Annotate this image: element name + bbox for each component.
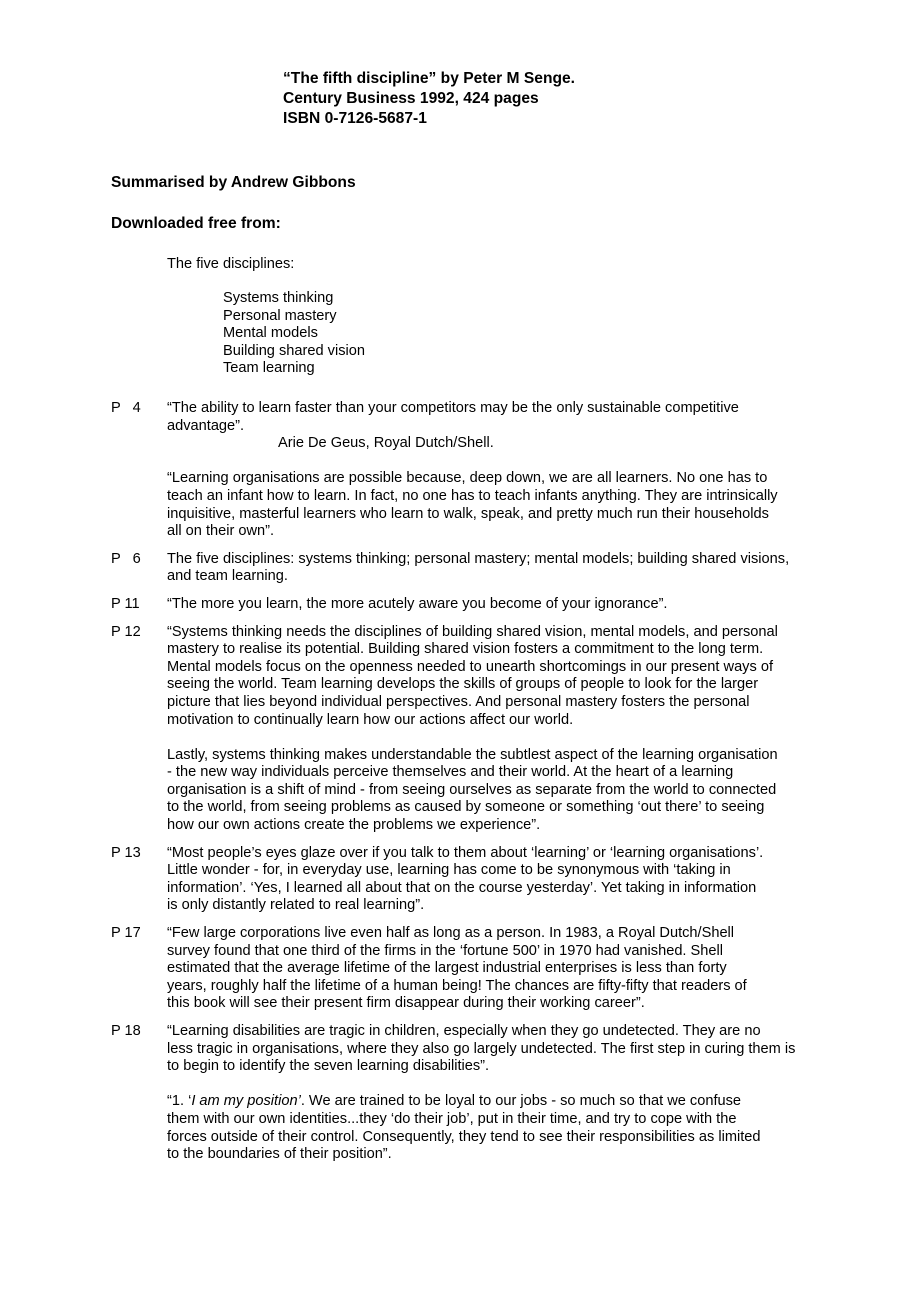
quote-paragraph — [167, 1023, 841, 1076]
quote-paragraph — [167, 925, 841, 1013]
quote-paragraph — [167, 845, 841, 915]
text-line: to the world, from seeing problems as caused by someone or something ‘out there’ to seeing — [167, 799, 765, 816]
text-line: motivation to continually learn how our actions affect our world. — [167, 711, 574, 728]
discipline-item: Systems thinking — [223, 290, 334, 306]
text-line: inquisitive, masterful learners who learn to walk, speak, and pretty much run their households — [167, 505, 769, 522]
page-reference: P 4 — [111, 400, 141, 416]
text-line: information’. ‘Yes, I learned all about that on the course yesterday’. Yet taking in information — [167, 879, 757, 896]
note-body — [167, 925, 841, 1013]
text-fragment: “1. ‘ — [167, 1093, 192, 1110]
text-line: “The more you learn, the more acutely aware you become of your ignorance”. — [167, 595, 668, 612]
text-line: seeing the world. Team learning develops the skills of groups of people to look for the larger — [167, 676, 759, 693]
text-line — [167, 1093, 841, 1111]
text-line: to begin to identify the seven learning disabilities”. — [167, 1058, 490, 1075]
book-title: “The fifth discipline” by Peter M Senge. — [283, 70, 575, 87]
note-body — [167, 624, 841, 835]
book-header — [283, 69, 575, 129]
text-line: mastery to realise its potential. Building shared vision fosters a commitment to the long term. — [167, 641, 764, 658]
page-reference: P 17 — [111, 925, 141, 942]
quote-paragraph — [167, 624, 841, 730]
disciplines-intro: The five disciplines: — [167, 256, 295, 272]
note-entry — [111, 596, 841, 614]
text-line: “Learning organisations are possible because, deep down, we are all learners. No one has to — [167, 470, 768, 487]
quote-paragraph — [167, 747, 841, 835]
text-line: is only distantly related to real learning”. — [167, 897, 425, 914]
text-line: Mental models focus on the openness needed to unearth shortcomings in our present ways of — [167, 658, 774, 675]
text-line: and team learning. — [167, 568, 288, 585]
italic-phrase: I am my position’ — [191, 1093, 301, 1110]
note-entry — [111, 400, 841, 541]
note-body — [167, 845, 841, 915]
note-entry — [111, 1023, 841, 1164]
text-line: how our own actions create the problems we experience”. — [167, 817, 541, 834]
note-entry — [111, 845, 841, 915]
text-line: all on their own”. — [167, 523, 275, 540]
note-paragraph — [167, 551, 841, 586]
note-body — [167, 1023, 841, 1164]
discipline-item: Building shared vision — [223, 342, 365, 359]
page-reference: P 6 — [111, 550, 141, 567]
text-line: forces outside of their control. Consequently, they tend to see their responsibilities as limited — [167, 1128, 761, 1145]
disciplines-list — [223, 290, 365, 378]
page-reference: P 11 — [111, 595, 140, 612]
discipline-item: Team learning — [223, 360, 315, 377]
isbn-line: ISBN 0-7126-5687-1 — [283, 110, 427, 127]
publisher-line: Century Business 1992, 424 pages — [283, 90, 539, 107]
text-line: them with our own identities...they ‘do their job’, put in their time, and try to cope with the — [167, 1110, 737, 1127]
text-line: Lastly, systems thinking makes understandable the subtlest aspect of the learning organisation — [167, 746, 778, 763]
summarised-by: Summarised by Andrew Gibbons — [111, 174, 356, 191]
quote-paragraph — [167, 470, 841, 540]
page-notes — [111, 400, 841, 1174]
downloaded-from: Downloaded free from: — [111, 215, 281, 232]
discipline-item: Mental models — [223, 325, 318, 342]
text-line: advantage”. — [167, 417, 245, 434]
page-reference: P 13 — [111, 844, 141, 861]
text-line: survey found that one third of the firms in the ‘fortune 500’ in 1970 had vanished. Shell — [167, 942, 723, 959]
text-line: - the new way individuals perceive themselves and their world. At the heart of a learning — [167, 764, 734, 781]
text-line: “Most people’s eyes glaze over if you talk to them about ‘learning’ or ‘learning organisations’. — [167, 844, 764, 861]
text-line: “Few large corporations live even half as long as a person. In 1983, a Royal Dutch/Shell — [167, 925, 735, 942]
text-fragment: . We are trained to be loyal to our jobs - so much so that we confuse — [300, 1093, 742, 1110]
page-reference: P 18 — [111, 1023, 141, 1039]
quote-paragraph — [167, 400, 841, 453]
text-line: this book will see their present firm disappear during their working career”. — [167, 995, 645, 1012]
text-line: years, roughly half the lifetime of a human being! The chances are fifty-fifty that readers of — [167, 977, 747, 994]
text-line: estimated that the average lifetime of the largest industrial enterprises is less than forty — [167, 960, 727, 977]
note-body — [167, 551, 841, 586]
text-line: “Learning disabilities are tragic in children, especially when they go undetected. They are no — [167, 1023, 761, 1039]
quote-attribution: Arie De Geus, Royal Dutch/Shell. — [278, 435, 494, 452]
text-line: “The ability to learn faster than your competitors may be the only sustainable competitive — [167, 400, 739, 416]
note-entry — [111, 925, 841, 1013]
note-body — [167, 596, 841, 614]
note-entry — [111, 551, 841, 586]
quote-paragraph — [167, 1093, 841, 1163]
note-body — [167, 400, 841, 541]
note-entry — [111, 624, 841, 835]
discipline-item: Personal mastery — [223, 307, 337, 324]
text-line: Little wonder - for, in everyday use, learning has come to be synonymous with ‘taking in — [167, 862, 731, 879]
text-line: less tragic in organisations, where they also go largely undetected. The first step in curing them is — [167, 1040, 796, 1057]
text-line: The five disciplines: systems thinking; personal mastery; mental models; building shared visions, — [167, 550, 790, 567]
page-reference: P 12 — [111, 623, 141, 640]
text-line: “Systems thinking needs the disciplines of building shared vision, mental models, and personal — [167, 623, 778, 640]
text-line: teach an infant how to learn. In fact, no one has to teach infants anything. They are intrinsically — [167, 487, 778, 504]
text-line: to the boundaries of their position”. — [167, 1146, 392, 1163]
quote-paragraph — [167, 596, 841, 614]
text-line: picture that lies beyond individual perspectives. And personal mastery fosters the personal — [167, 693, 750, 710]
text-line: organisation is a shift of mind - from seeing ourselves as separate from the world to connected — [167, 781, 777, 798]
